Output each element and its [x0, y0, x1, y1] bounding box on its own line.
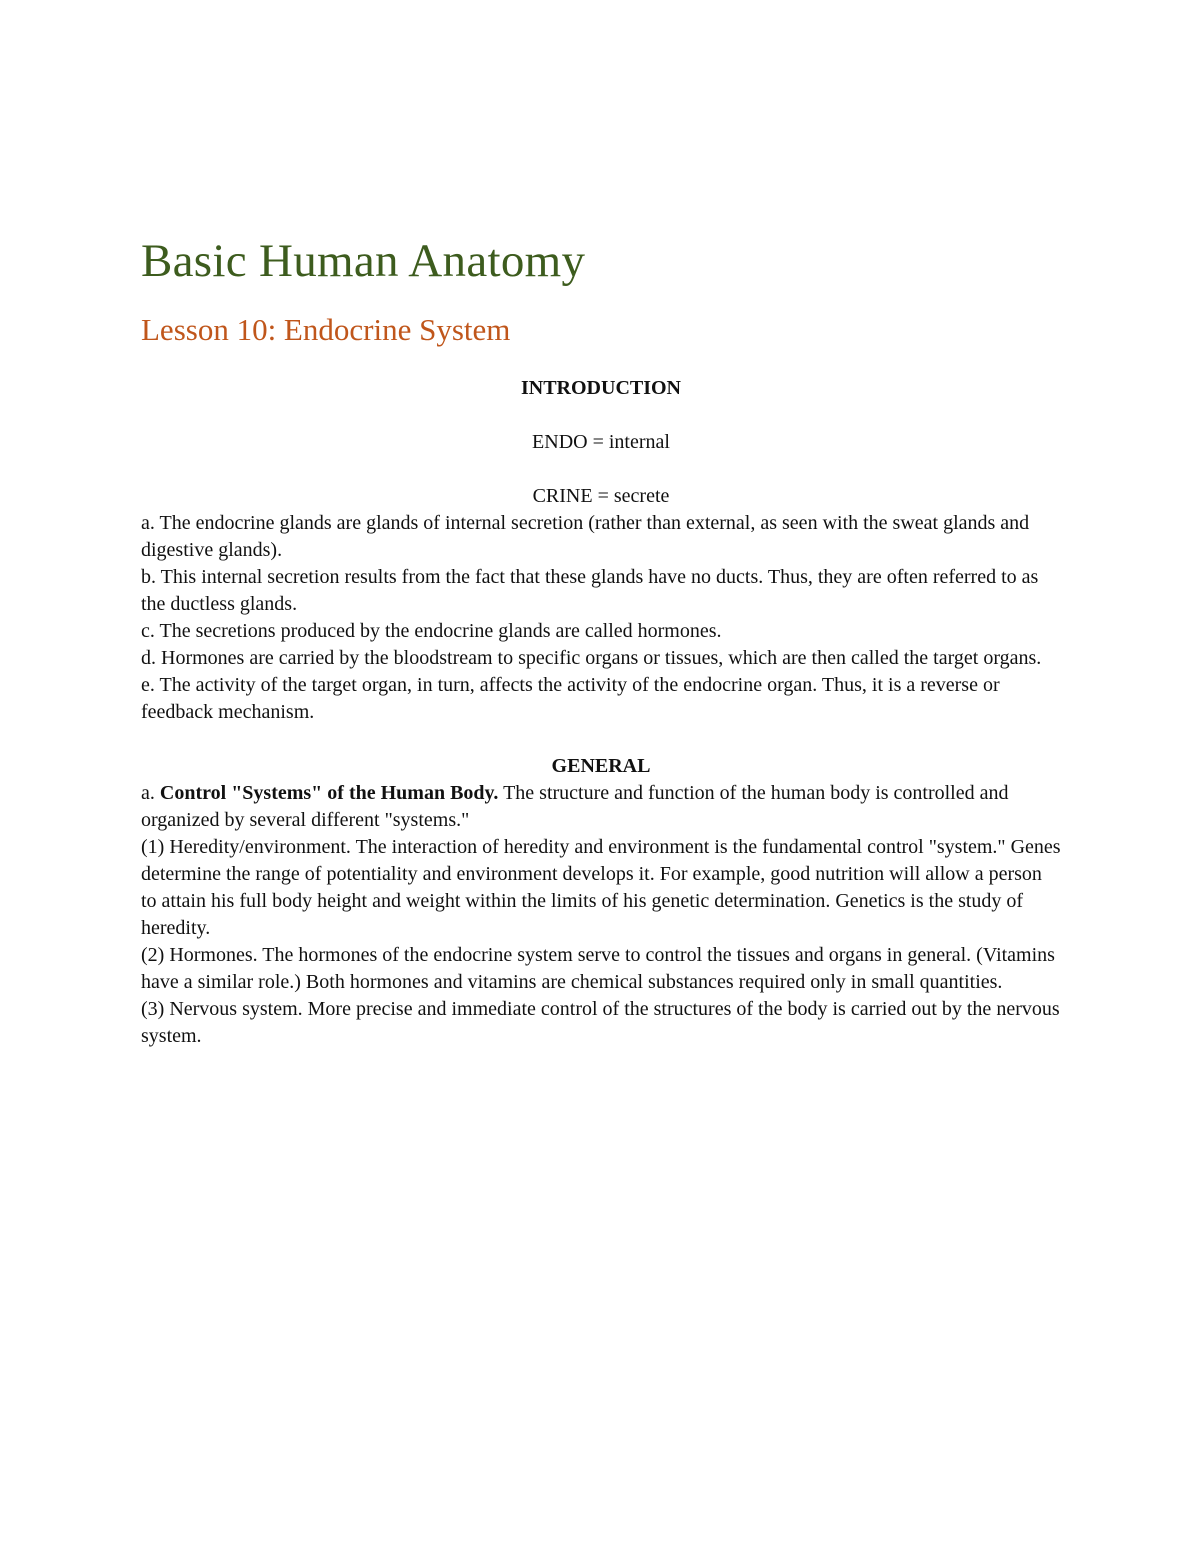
definition-endo: ENDO = internal [532, 431, 670, 453]
general-paragraph-3: (3) Nervous system. More precise and immediate control of the structures of the body is carried out by the nervous system. [141, 998, 1060, 1047]
item-a-text: The structure and function of the human body is controlled and organized by several different "systems." [141, 782, 1009, 831]
intro-paragraph-b: b. This internal secretion results from the fact that these glands have no ducts. Thus, they are often referred to as the ductless glands. [141, 566, 1039, 615]
intro-paragraph-e: e. The activity of the target organ, in turn, affects the activity of the endocrine organ. Thus, it is a reverse or feedback mechanism. [141, 674, 1000, 723]
item-a-label: a. [141, 782, 155, 804]
general-paragraph-1: (1) Heredity/environment. The interaction of heredity and environment is the fundamental control "system." Genes determine the range of potentiality and environment develops it. For example, good nutrition will allow a person to attain his full body height and weight within the limits of his genetic determination. Genetics is the study of heredity. [141, 836, 1061, 939]
general-heading: GENERAL [551, 755, 651, 777]
intro-paragraph-a: a. The endocrine glands are glands of internal secretion (rather than external, as seen with the sweat glands and digestive glands). [141, 512, 1030, 561]
intro-paragraph-d: d. Hormones are carried by the bloodstream to specific organs or tissues, which are then called the target organs. [141, 647, 1042, 669]
definition-crine: CRINE = secrete [532, 485, 670, 507]
intro-paragraph-c: c. The secretions produced by the endocrine glands are called hormones. [141, 620, 722, 642]
document-title: Basic Human Anatomy [141, 235, 586, 287]
item-a-bold-title: Control "Systems" of the Human Body. [154, 782, 499, 804]
general-paragraph-2: (2) Hormones. The hormones of the endocrine system serve to control the tissues and organs in general. (Vitamins have a similar role.) Both hormones and vitamins are chemical substances required only in small quantities. [141, 944, 1055, 993]
document-page [141, 232, 1061, 1050]
introduction-heading: INTRODUCTION [520, 377, 682, 399]
lesson-subtitle: Lesson 10: Endocrine System [141, 312, 511, 347]
general-paragraph-a [141, 780, 1061, 834]
